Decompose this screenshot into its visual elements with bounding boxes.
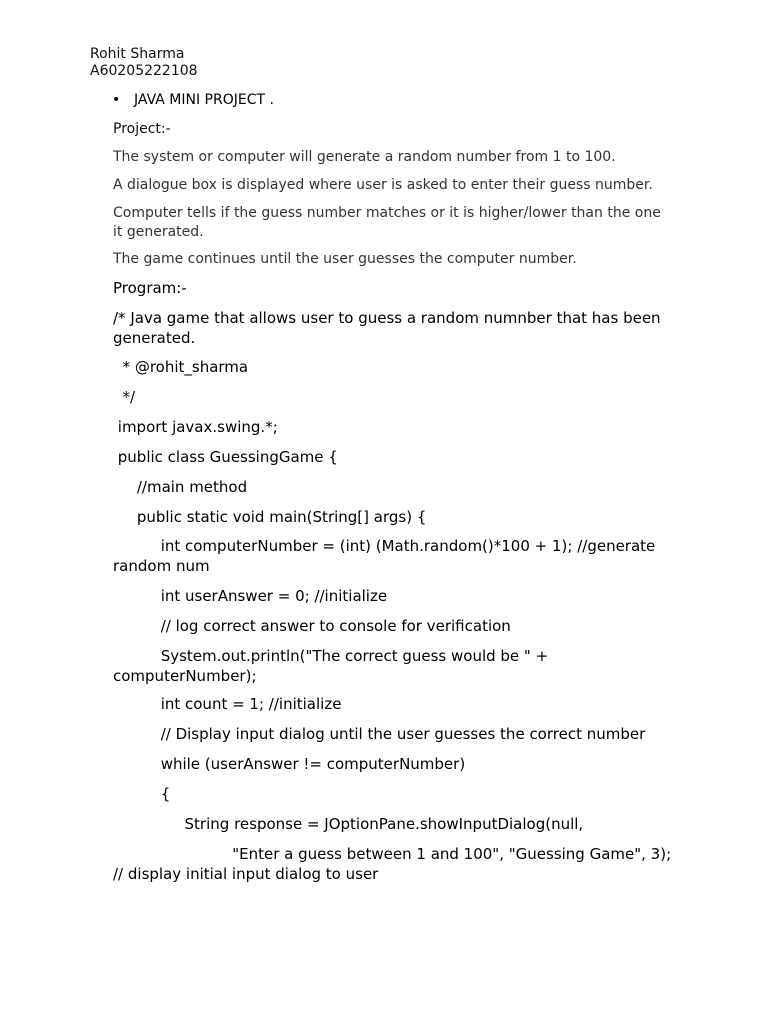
code-line: System.out.println("The correct guess would be " + computerNumber); — [113, 647, 553, 685]
project-line: A dialogue box is displayed where user is asked to enter their guess number. — [113, 177, 653, 193]
code-line: * @rohit_sharma — [113, 358, 249, 376]
bullet-item — [112, 92, 274, 109]
author-id: A60205222108 — [90, 63, 198, 79]
code-line: public static void main(String[] args) { — [113, 508, 427, 526]
bullet-icon: • — [112, 92, 121, 108]
code-line: while (userAnswer != computerNumber) — [113, 755, 466, 773]
project-line: Computer tells if the guess number matches or it is higher/lower than the one it generated. — [113, 205, 661, 240]
code-line: /* Java game that allows user to guess a random numnber that has been generated. — [113, 309, 666, 347]
code-line: int count = 1; //initialize — [113, 695, 342, 713]
code-line: public class GuessingGame { — [113, 448, 338, 466]
code-line: import javax.swing.*; — [113, 418, 278, 436]
code-line: // log correct answer to console for verification — [113, 617, 511, 635]
code-line: // Display input dialog until the user guesses the correct number — [113, 725, 646, 743]
project-heading: Project:- — [113, 121, 171, 137]
bullet-text: JAVA MINI PROJECT . — [134, 92, 274, 108]
code-line: int userAnswer = 0; //initialize — [113, 587, 388, 605]
code-line: //main method — [113, 478, 248, 496]
program-heading: Program:- — [113, 279, 187, 297]
code-line: String response = JOptionPane.showInputDialog(null, — [113, 815, 584, 833]
code-line: "Enter a guess between 1 and 100", "Guessing Game", 3); // display initial input dialog to user — [113, 845, 676, 883]
code-line: { — [113, 785, 171, 803]
code-line: */ — [113, 388, 136, 406]
project-line: The system or computer will generate a random number from 1 to 100. — [113, 149, 616, 165]
project-line: The game continues until the user guesses the computer number. — [113, 251, 577, 267]
code-line: int computerNumber = (int) (Math.random()*100 + 1); //generate random num — [113, 537, 661, 575]
author-name: Rohit Sharma — [90, 46, 185, 62]
